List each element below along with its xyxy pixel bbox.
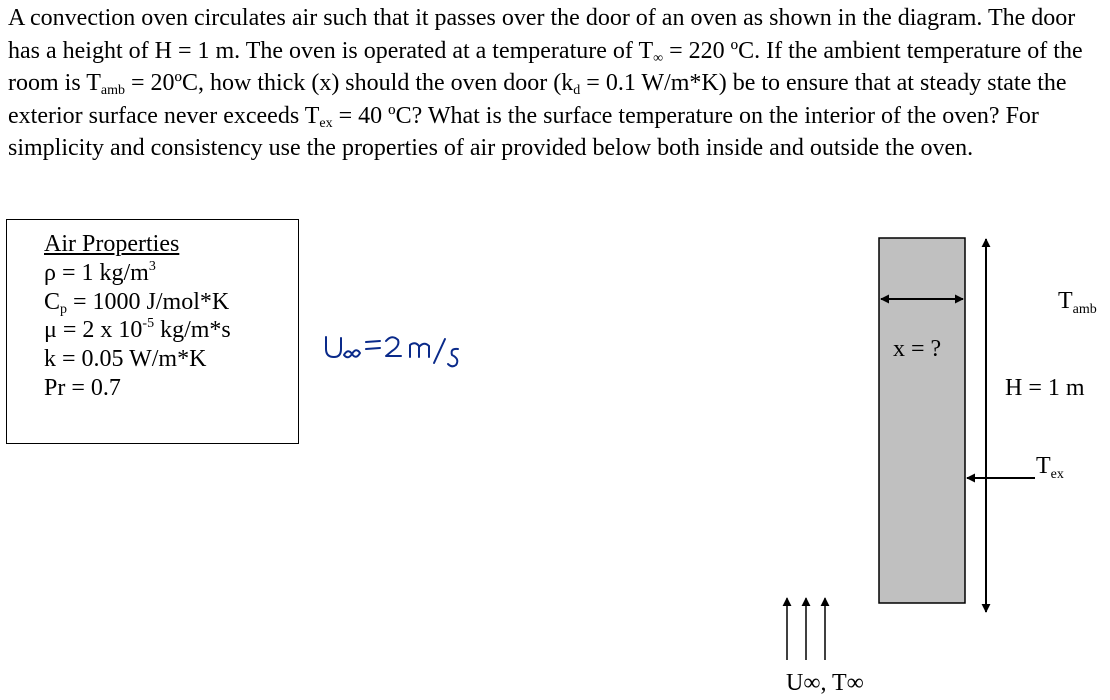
freestream-flow-label: U∞, T∞ [786, 670, 864, 696]
viscosity-units: kg/m*s [154, 317, 231, 344]
t-amb-label-subscript: amb [1072, 302, 1097, 317]
k-d-subscript: d [573, 83, 581, 98]
air-properties-title: Air Properties [44, 231, 180, 257]
density-exponent: 3 [148, 258, 156, 274]
height-label: H = 1 m [1005, 375, 1085, 401]
ambient-temperature-label [1058, 288, 1097, 315]
t-ex-symbol: T [1036, 453, 1051, 479]
cp-symbol: C [44, 288, 61, 315]
problem-text-2: = 220 ºC. If the ambient temperature of the room is T [8, 37, 1083, 96]
problem-text-5: = 40 ºC? What is the surface temperature on the interior of the oven? For simplicity and consistency use the properties of air provided below both inside and outside the oven. [8, 102, 1039, 161]
t-amb-symbol: T [1058, 288, 1073, 314]
oven-door [879, 238, 965, 603]
cp-subscript: p [60, 301, 68, 317]
t-inf-subscript: ∞ [653, 50, 664, 66]
problem-text-3: = 20ºC, how thick (x) should the oven door (k [125, 70, 574, 96]
viscosity-text: μ = 2 x 10 [44, 317, 143, 344]
conductivity-line: k = 0.05 W/m*K [44, 346, 207, 373]
prandtl-line: Pr = 0.7 [44, 374, 121, 401]
density-text: ρ = 1 kg/m [44, 259, 149, 286]
t-amb-subscript: amb [100, 83, 126, 98]
t-ex-subscript: ex [319, 115, 333, 131]
viscosity-exponent: -5 [142, 316, 155, 332]
thickness-label: x = ? [893, 336, 942, 362]
cp-value: = 1000 J/mol*K [67, 288, 230, 315]
exterior-temperature-label [1036, 453, 1064, 480]
problem-text-1: A convection oven circulates air such that it passes over the door of an oven as shown in the diagram. The door has a height of H = 1 m. The oven is operated at a temperature of T [8, 5, 1076, 64]
t-ex-label-subscript: ex [1050, 467, 1064, 482]
problem-text-4: = 0.1 W/m*K) be to ensure that at steady state the exterior surface never exceeds T [8, 70, 1067, 129]
